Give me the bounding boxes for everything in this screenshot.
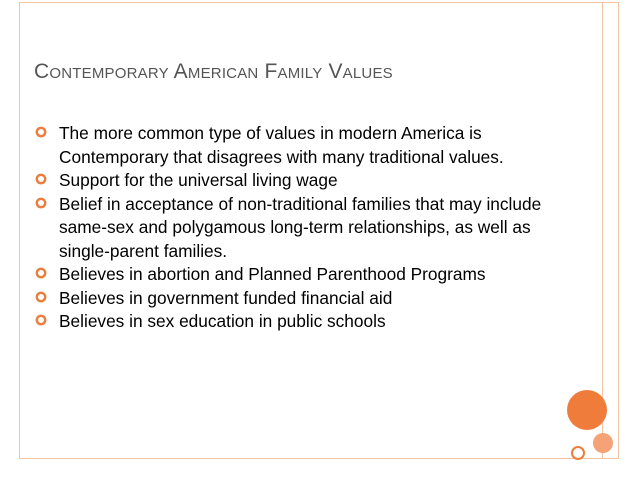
bullet-text: Belief in acceptance of non-traditional families that may include same-sex and polygamous long-term relationships, as well as single-parent families.: [59, 193, 542, 261]
bullet-list: [35, 122, 555, 334]
circle-ring-icon: [35, 310, 59, 330]
bullet-text: Believes in sex education in public schools: [59, 311, 386, 331]
bullet-item: [35, 263, 555, 287]
circle-ring-icon: [35, 169, 59, 189]
circle-ring-icon: [35, 122, 59, 142]
decorative-large-circle: [567, 390, 607, 430]
bullet-text: Support for the universal living wage: [59, 170, 338, 190]
bullet-item: [35, 310, 555, 334]
bullet-item: [35, 122, 555, 169]
circle-ring-icon: [35, 193, 59, 213]
bullet-item: [35, 169, 555, 193]
decorative-ring-circle: [571, 446, 585, 460]
bullet-text: Believes in government funded financial aid: [59, 287, 393, 308]
bullet-item: [35, 193, 555, 264]
circle-ring-icon: [35, 287, 59, 307]
bullet-text: The more common type of values in modern America is Contemporary that disagrees with many traditional values.: [59, 123, 504, 167]
slide-vertical-rule: [602, 2, 603, 459]
slide-title: Contemporary American Family Values: [34, 60, 393, 83]
decorative-small-circle: [593, 433, 613, 453]
bullet-item: [35, 287, 555, 311]
bullet-text: Believes in abortion and Planned Parenthood Programs: [59, 264, 486, 284]
circle-ring-icon: [35, 263, 59, 283]
